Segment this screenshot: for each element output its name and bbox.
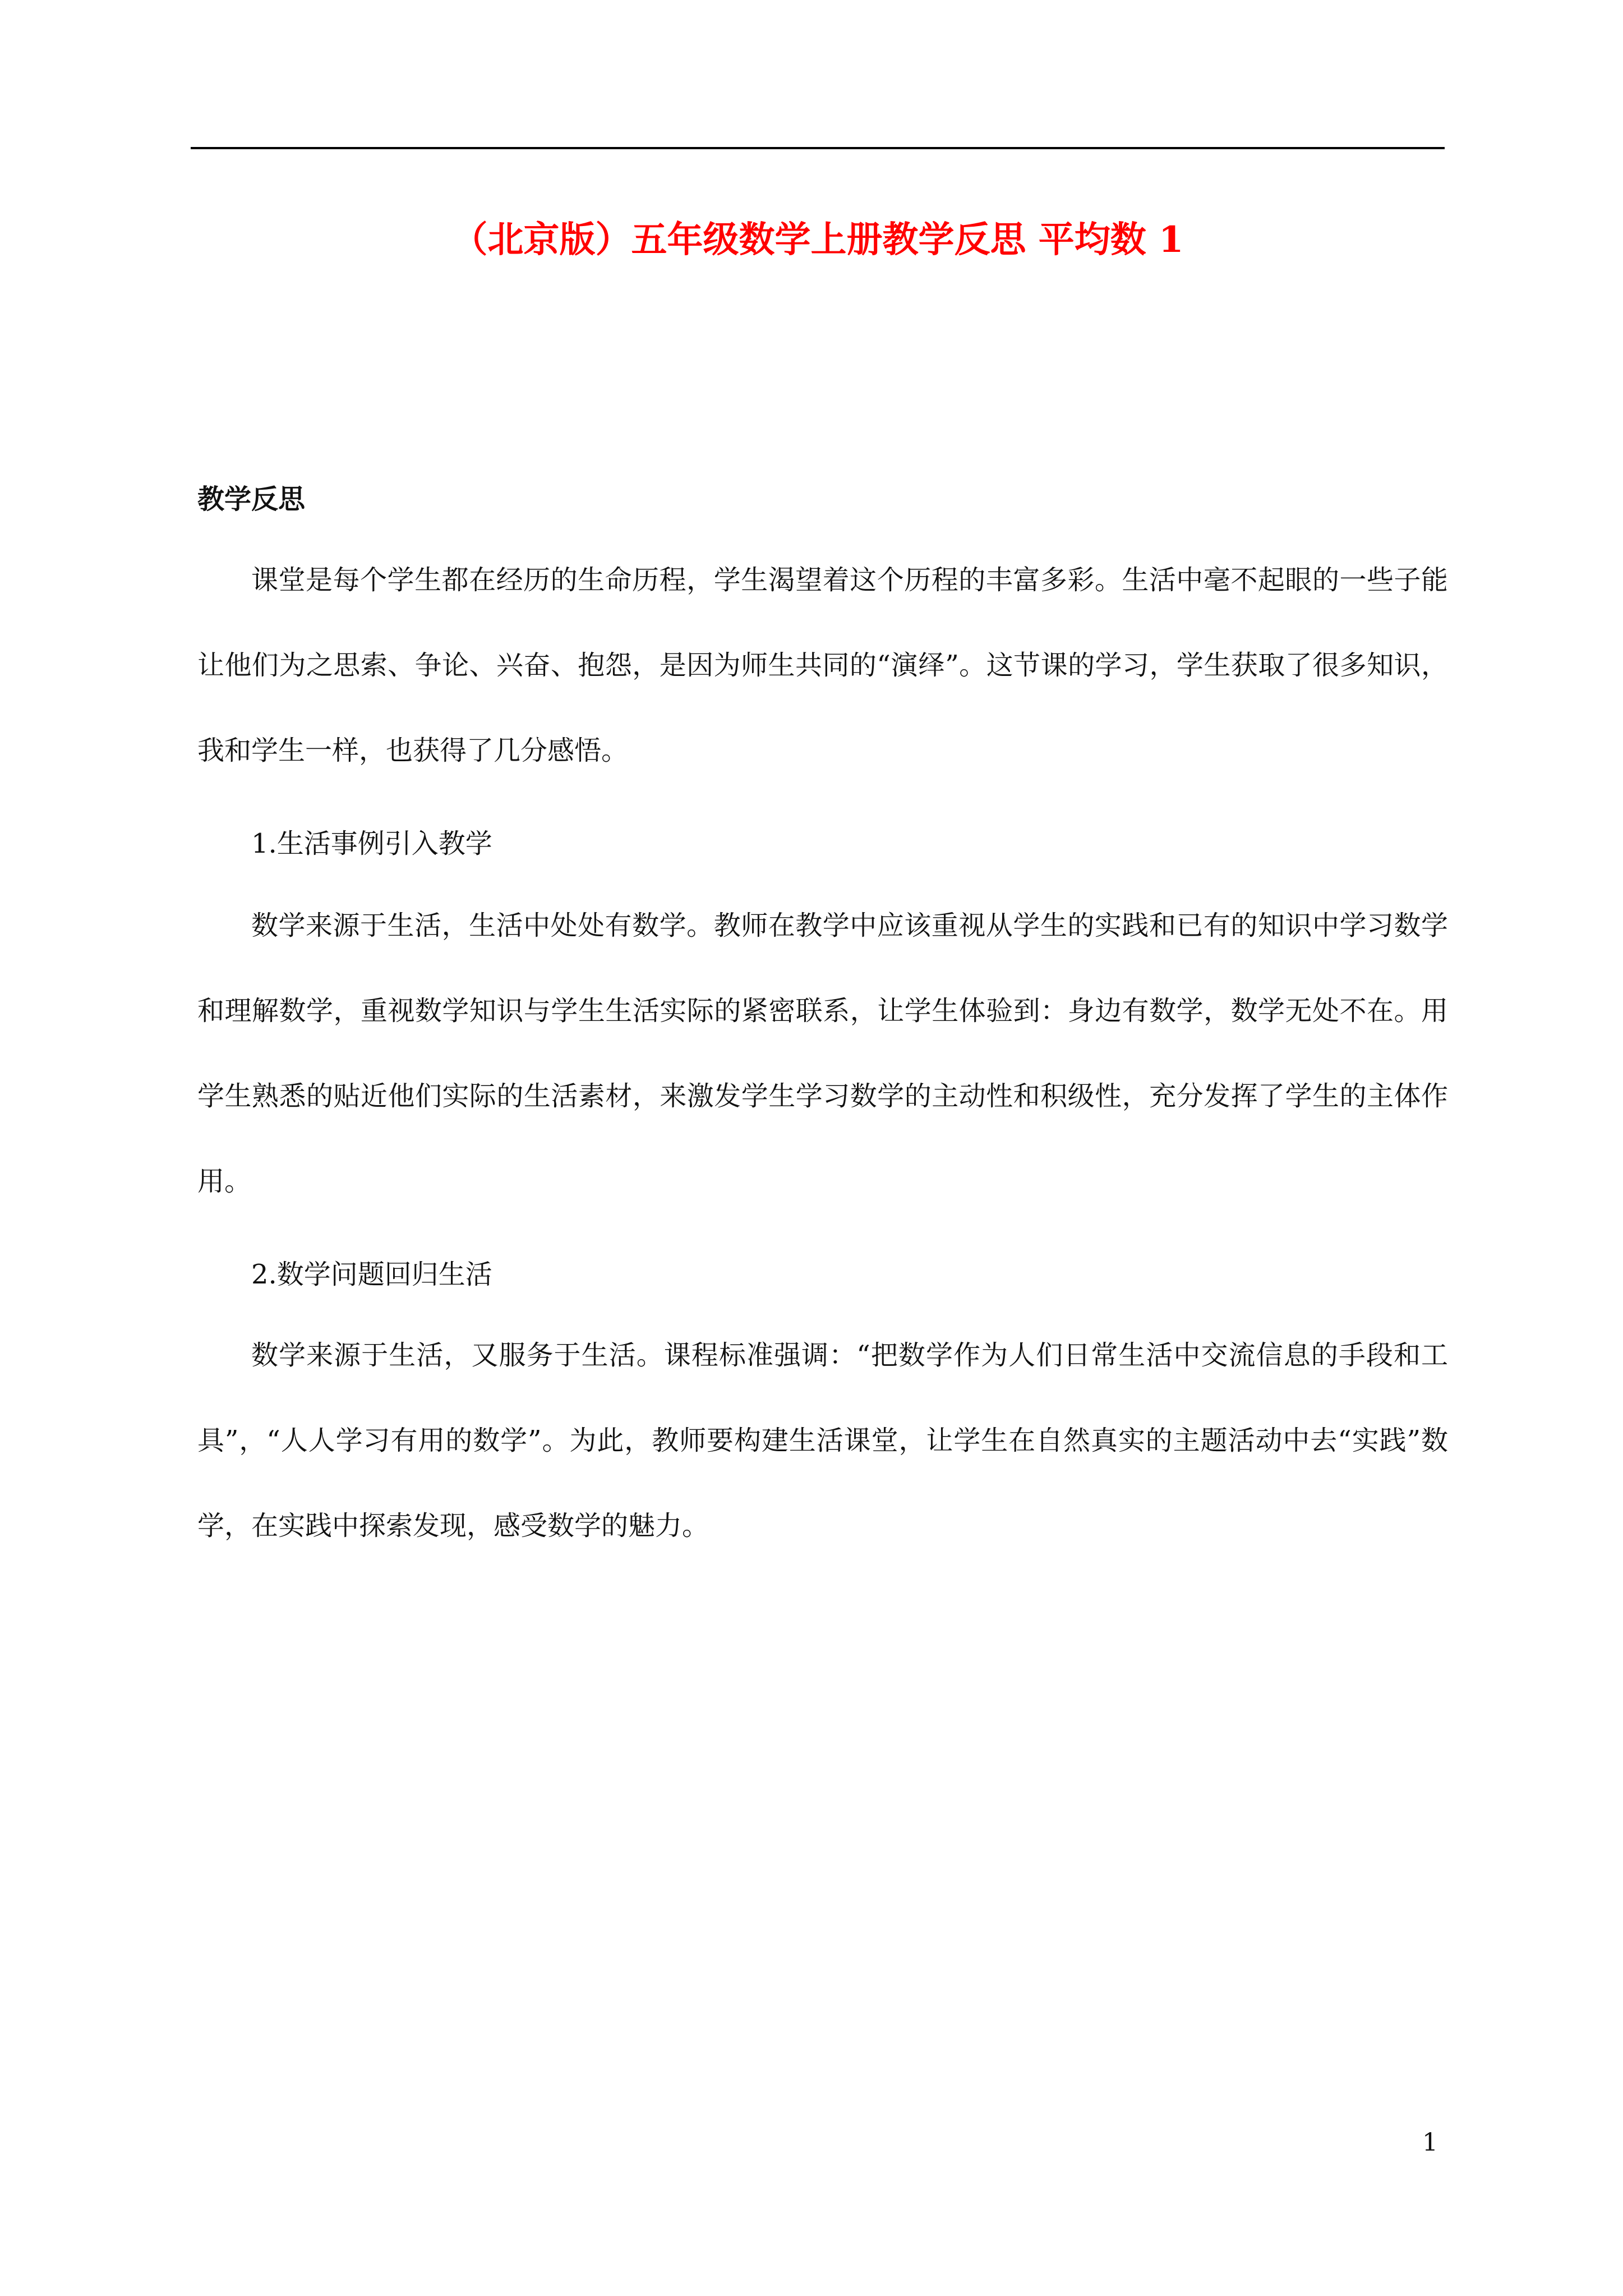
paragraph-item-2-body: 数学来源于生活，又服务于生活。课程标准强调：“把数学作为人们日常生活中交流信息的手段和工具”，“人人学习有用的数学”。为此，教师要构建生活课堂，让学生在自然真实的主题活动中去“实践”数学，在实践中探索发现，感受数学的魅力。: [197, 1340, 1448, 1542]
list-item-2: 2.数学问题回归生活: [251, 1259, 492, 1290]
document-title: （北京版）五年级数学上册教学反思 平均数 1: [451, 219, 1184, 261]
page-number: 1: [1422, 2128, 1438, 2157]
list-item-1: 1.生活事例引入教学: [251, 828, 492, 859]
header-rule: [191, 147, 1445, 149]
section-heading: 教学反思: [197, 484, 306, 515]
paragraph-item-1-body: 数学来源于生活，生活中处处有数学。教师在教学中应该重视从学生的实践和已有的知识中学习数学和理解数学，重视数学知识与学生生活实际的紧密联系，让学生体验到：身边有数学，数学无处不在。用学生熟悉的贴近他们实际的生活素材，来激发学生学习数学的主动性和积级性，充分发挥了学生的主体作用。: [197, 910, 1448, 1197]
paragraph-intro: 课堂是每个学生都在经历的生命历程，学生渴望着这个历程的丰富多彩。生活中毫不起眼的一些子能让他们为之思索、争论、兴奋、抱怨，是因为师生共同的“演绎”。这节课的学习，学生获取了很多知识，我和学生一样，也获得了几分感悟。: [197, 564, 1448, 766]
